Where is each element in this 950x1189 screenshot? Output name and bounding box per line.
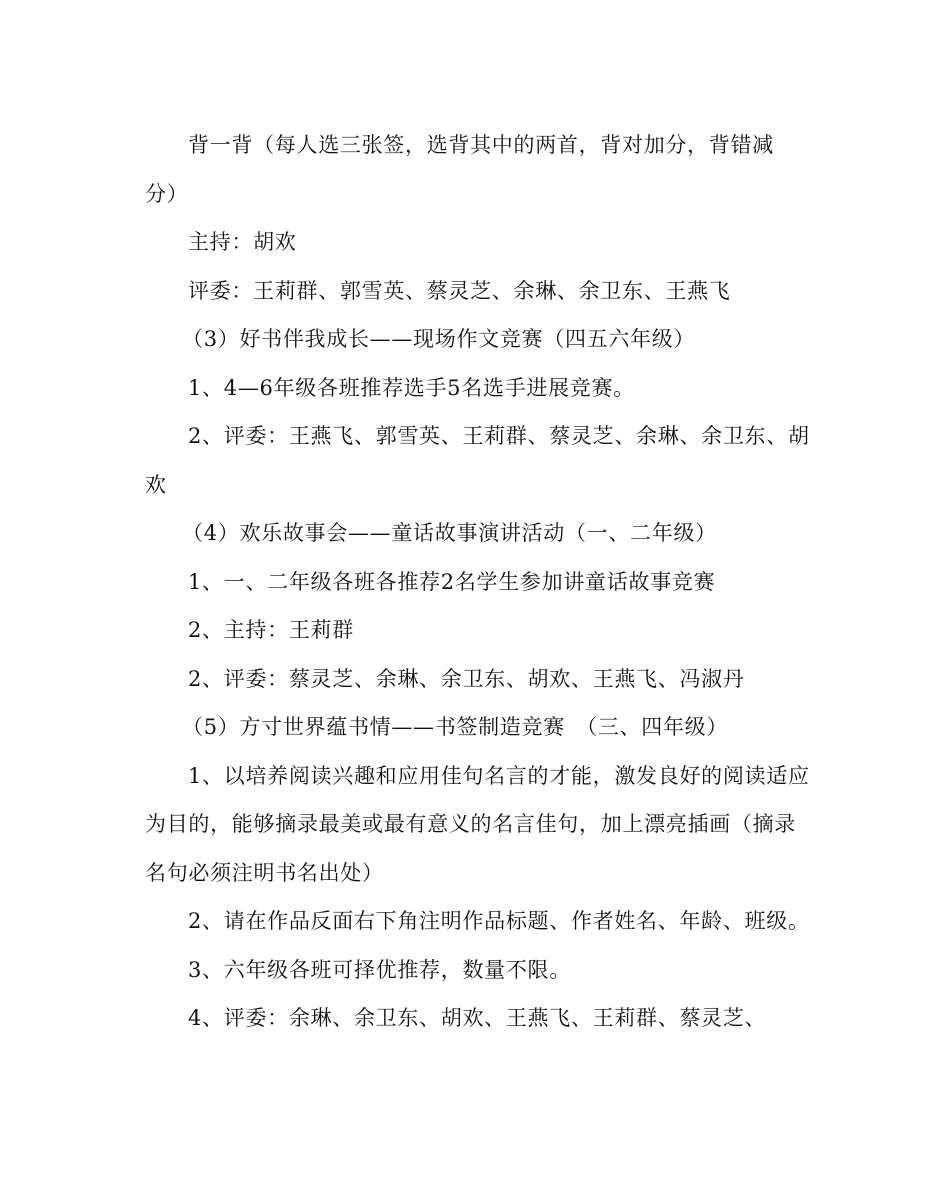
text-line: 为目的，能够摘录最美或最有意义的名言佳句，加上漂亮插画（摘录	[145, 812, 796, 836]
text-line: 1、以培养阅读兴趣和应用佳句名言的才能，激发良好的阅读适应	[188, 763, 810, 788]
text-line: 评委：王莉群、郭雪英、蔡灵芝、余琳、余卫东、王燕飞	[188, 278, 731, 303]
section-heading: （4）欢乐故事会——童话故事演讲活动（一、二年级）	[182, 521, 717, 545]
text-line: 2、主持：王莉群	[188, 618, 354, 642]
text-line: 1、一、二年级各班各推荐2名学生参加讲童话故事竞赛	[188, 569, 716, 594]
text-line: 背一背（每人选三张签，选背其中的两首，背对加分，背错减	[188, 133, 774, 157]
text-line: 2、评委：王燕飞、郭雪英、王莉群、蔡灵芝、余琳、余卫东、胡	[188, 424, 810, 448]
text-line: 欢	[145, 472, 167, 497]
section-heading: （3）好书伴我成长——现场作文竞赛（四五六年级）	[182, 327, 696, 351]
section-heading: （5）方寸世界蕴书情——书签制造竞赛 （三、四年级）	[182, 715, 729, 739]
text-line: 4、评委：余琳、余卫东、胡欢、王燕飞、王莉群、蔡灵芝、	[188, 1006, 767, 1030]
text-line: 主持：胡欢	[188, 230, 297, 254]
document-page	[0, 121, 950, 1043]
text-line: 3、六年级各班可择优推荐，数量不限。	[188, 957, 571, 982]
text-line: 名句必须注明书名出处）	[145, 860, 384, 885]
text-line: 1、4—6年级各班推荐选手5名选手进展竞赛。	[188, 375, 635, 400]
text-line: 2、请在作品反面右下角注明作品标题、作者姓名、年龄、班级。	[188, 909, 810, 933]
text-line: 2、评委：蔡灵芝、余琳、余卫东、胡欢、王燕飞、冯淑丹	[188, 666, 745, 691]
text-line: 分）	[145, 181, 189, 206]
